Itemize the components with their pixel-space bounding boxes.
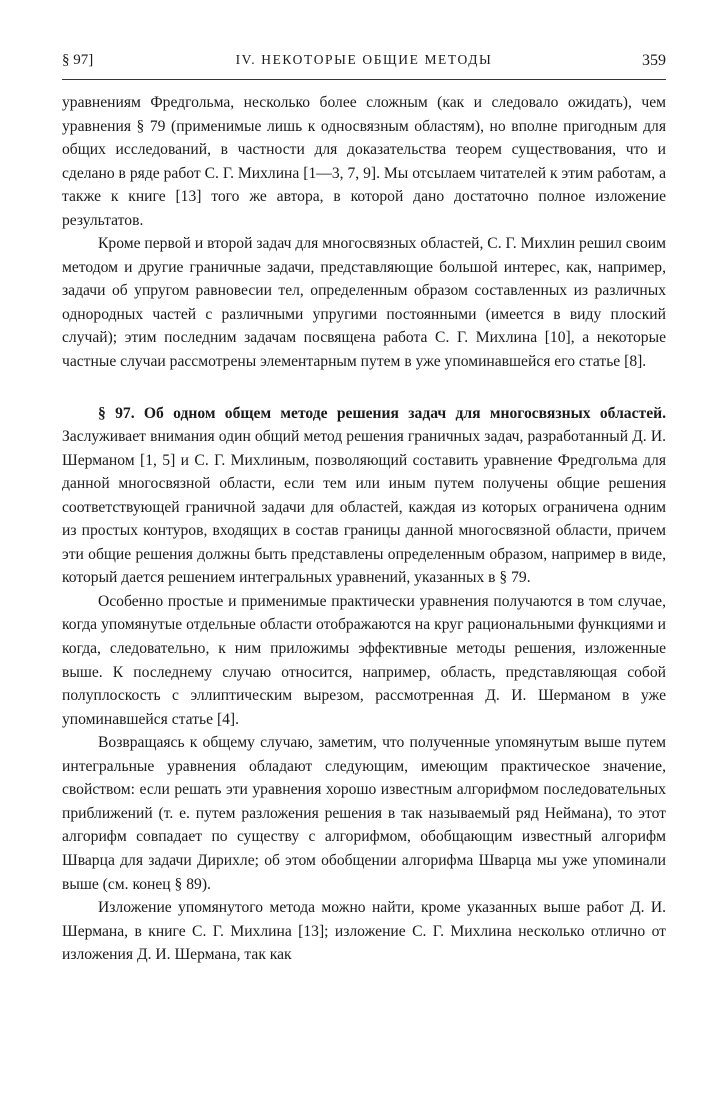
section-heading: § 97. Об одном общем методе решения задач для многосвязных областей. bbox=[98, 404, 666, 422]
paragraph-2: Кроме первой и второй задач для многосвязных областей, С. Г. Михлин решил своим методом и другие граничные задачи, представляющие большой интерес, как, например, задачи об упругом равновесии тел, определенным образом составленных из различных однородных частей с различными упругими постоянными (имеется в виду плоский случай); этим последним задачам посвящена работа С. Г. Михлина [10], а некоторые частные случаи рассмотрены элементарным путем в уже упоминавшейся его статье [8]. bbox=[62, 235, 666, 371]
header-chapter-title: IV. НЕКОТОРЫЕ ОБЩИЕ МЕТОДЫ bbox=[235, 52, 493, 67]
running-header bbox=[62, 52, 666, 76]
paragraph-1: уравнениям Фредгольма, несколько более сложным (как и следовало ожидать), чем уравнения § 79 (применимые лишь к односвязным областям), но вполне пригодным для общих исследований, в частности для доказательства теорем существования, что и сделано в ряде работ С. Г. Михлина [1—3, 7, 9]. Мы отсылаем читателей к этим работам, а также к книге [13] того же автора, в которой дано достаточно полное изложение результатов. bbox=[62, 94, 666, 229]
paragraph-6: Изложение упомянутого метода можно найти, кроме указанных выше работ Д. И. Шермана, в книге С. Г. Михлина [13]; изложение С. Г. Михлина несколько отлично от изложения Д. И. Шермана, так как bbox=[62, 899, 666, 964]
paragraph-4: Особенно простые и применимые практически уравнения получаются в том случае, когда упомянутые отдельные области отображаются на круг рациональными функциями и когда, следовательно, к ним приложимы эффективные методы решения, изложенные выше. К последнему случаю относится, например, область, представляющая собой полуплоскость с эллиптическим вырезом, рассмотренная Д. И. Шерманом в уже упоминавшейся статье [4]. bbox=[62, 592, 666, 728]
paragraph-5: Возвращаясь к общему случаю, заметим, что полученные упомянутым выше путем интегральные уравнения обладают следующим, имеющим практическое значение, свойством: если решать эти уравнения хорошо известным алгорифмом последовательных приближений (т. е. путем разложения решения в так называемый ряд Неймана), то этот алгорифм совпадает по существу с алгорифмом, обобщающим известный алгорифм Шварца для задачи Дирихле; об этом обобщении алгорифма Шварца мы уже упоминали выше (см. конец § 89). bbox=[62, 734, 666, 893]
page-number: 359 bbox=[642, 52, 666, 69]
section-97-paragraph bbox=[62, 402, 666, 590]
section-97-text: Заслуживает внимания один общий метод решения граничных задач, разработанный Д. И. Шерманом [1, 5] и С. Г. Михлиным, позволяющий составить уравнение Фредгольма для данной многосвязной области, если тем или иным путем получены общие решения соответствующей граничной задачи для областей, каждая из которых ограничена одним из простых контуров, входящих в состав границы данной многосвязной области, причем эти общие решения должны быть представлены определенным образом, например в виде, который дается решением интегральных уравнений, указанных в § 79. bbox=[62, 428, 666, 587]
page-body bbox=[62, 91, 666, 967]
header-section-ref: § 97] bbox=[62, 52, 94, 68]
header-rule bbox=[62, 79, 666, 80]
